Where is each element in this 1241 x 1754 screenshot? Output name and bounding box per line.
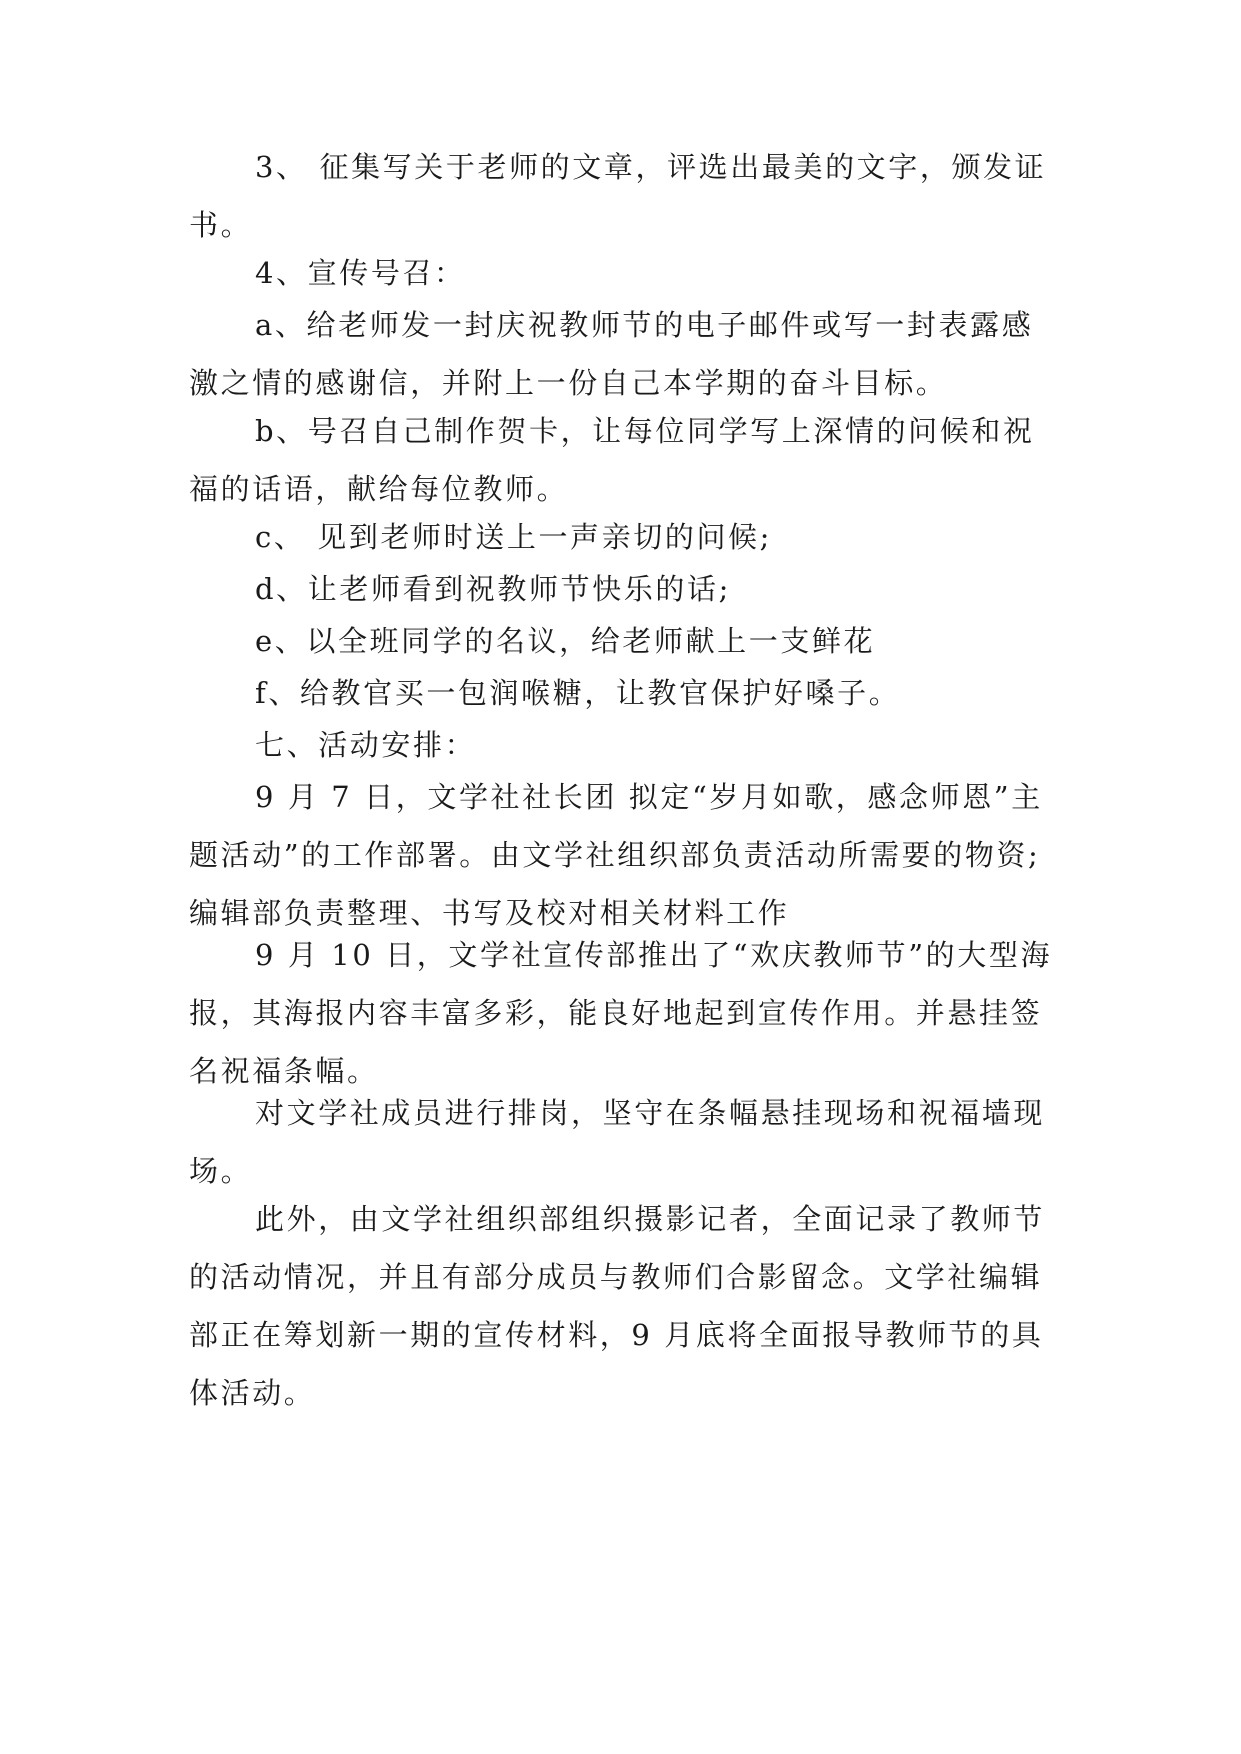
paragraph-sep-10: 9 月 10 日，文学社宣传部推出了“欢庆教师节”的大型海报，其海报内容丰富多彩，能良好地起到宣传作用。并悬挂签名祝福条幅。 xyxy=(189,938,1053,1088)
paragraph-sep-7: 9 月 7 日，文学社社长团 拟定“岁月如歌，感念师恩”主题活动”的工作部署。由文学社组织部负责活动所需要的物资;编辑部负责整理、书写及校对相关材料工作 xyxy=(189,780,1043,930)
paragraph-item-d: d、让老师看到祝教师节快乐的话; xyxy=(255,572,731,606)
paragraph-item-3: 3、 征集写关于老师的文章，评选出最美的文字，颁发证书。 xyxy=(189,150,1047,242)
paragraph-staffing: 对文学社成员进行排岗，坚守在条幅悬挂现场和祝福墙现场。 xyxy=(189,1096,1046,1188)
paragraph-item-a: a、给老师发一封庆祝教师节的电子邮件或写一封表露感激之情的感谢信，并附上一份自己本学期的奋斗目标。 xyxy=(189,308,1034,400)
paragraph-item-b: b、号召自己制作贺卡，让每位同学写上深情的问候和祝福的话语，献给每位教师。 xyxy=(189,414,1035,506)
paragraph-photography: 此外，由文学社组织部组织摄影记者，全面记录了教师节的活动情况，并且有部分成员与教师们合影留念。文学社编辑部正在筹划新一期的宣传材料，9 月底将全面报导教师节的具体活动。 xyxy=(189,1202,1046,1410)
paragraph-item-e: e、以全班同学的名议，给老师献上一支鲜花 xyxy=(255,624,876,658)
paragraph-item-f: f、给教官买一包润喉糖，让教官保护好嗓子。 xyxy=(255,676,901,710)
section-heading-seven: 七、活动安排： xyxy=(255,728,477,762)
paragraph-item-c: c、 见到老师时送上一声亲切的问候; xyxy=(255,520,773,554)
paragraph-item-4-heading: 4、宣传号召： xyxy=(255,256,466,290)
